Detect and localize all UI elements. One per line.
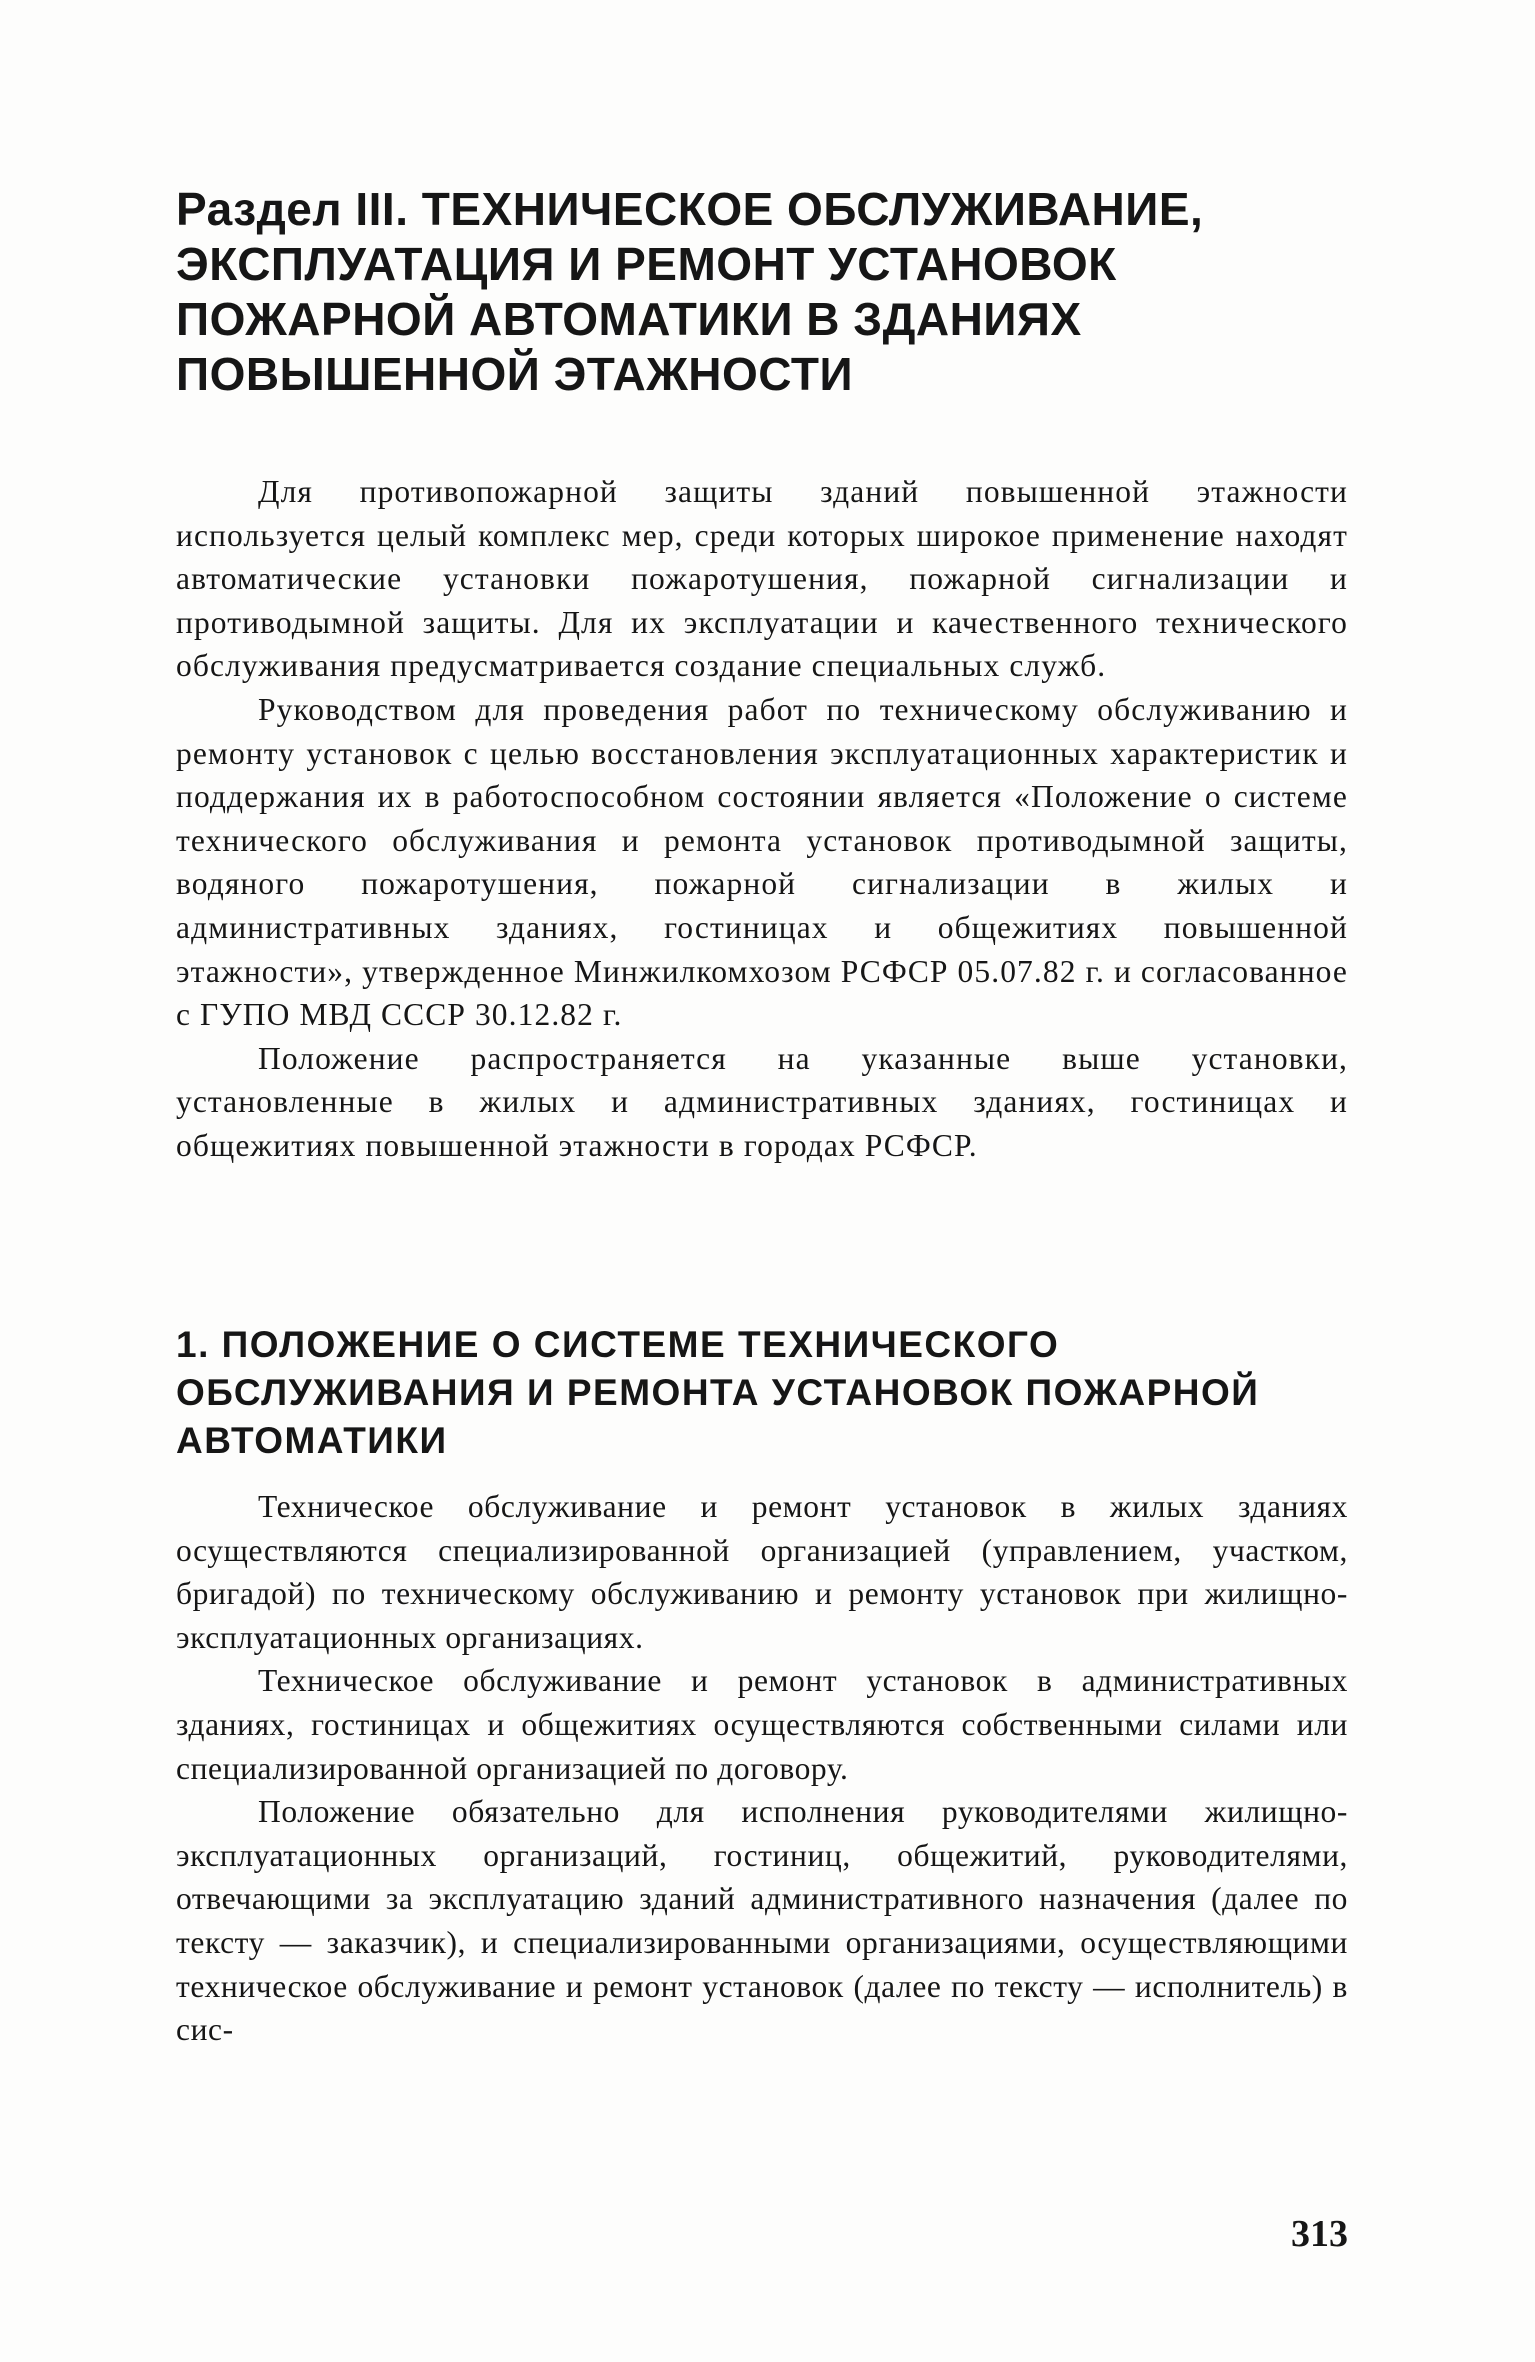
chapter-title: 1. ПОЛОЖЕНИЕ О СИСТЕМЕ ТЕХНИЧЕСКОГО ОБСЛУЖИВАНИЯ И РЕМОНТА УСТАНОВОК ПОЖАРНОЙ АВТОМАТИКИ — [176, 1324, 1260, 1461]
paragraph: Техническое обслуживание и ремонт установок в жилых зданиях осуществляются специализированной организацией (управлением, участком, бригадой) по техническому обслуживанию и ремонту установок при жилищно-эксплуатационных организациях. — [176, 1489, 1348, 1655]
paragraph: Положение распространяется на указанные выше установки, установленные в жилых и административных зданиях, гостиницах и общежитиях повышенной этажности в городах РСФСР. — [176, 1040, 1348, 1163]
paragraph: Руководством для проведения работ по техническому обслуживанию и ремонту установок с целью восстановления эксплуатационных характеристик и поддержания их в работоспособном состоянии является «Положение о системе технического обслуживания и ремонта установок противодымной защиты, водяного пожаротушения, пожарной сигнализации в жилых и административных зданиях, гостиницах и общежитиях повышенной этажности», утвержденное Минжилкомхозом РСФСР 05.07.82 г. и согласованное с ГУПО МВД СССР 30.12.82 г. — [176, 691, 1348, 1033]
section-title — [176, 182, 1356, 402]
section-title-text: III. ТЕХНИЧЕСКОЕ ОБСЛУЖИВАНИЕ, ЭКСПЛУАТАЦИЯ И РЕМОНТ УСТАНОВОК ПОЖАРНОЙ АВТОМАТИКИ В ЗДАНИЯХ ПОВЫШЕННОЙ ЭТАЖНОСТИ — [176, 183, 1204, 400]
page-number: 313 — [1291, 2213, 1348, 2255]
paragraph: Техническое обслуживание и ремонт установок в административных зданиях, гостиницах и общежитиях осуществляются собственными силами или специализированной организацией по договору. — [176, 1663, 1348, 1786]
section-title-lead: Раздел — [176, 183, 343, 235]
intro-text — [176, 470, 1348, 1168]
chapter-text — [176, 1485, 1348, 2052]
paragraph: Для противопожарной защиты зданий повышенной этажности используется целый комплекс мер, среди которых широкое применение находят автоматические установки пожаротушения, пожарной сигнализации и противодымной защиты. Для их эксплуатации и качественного технического обслуживания предусматривается создание специальных служб. — [176, 474, 1348, 684]
paragraph: Положение обязательно для исполнения руководителями жилищно-эксплуатационных организаций, гостиниц, общежитий, руководителями, отвечающими за эксплуатацию зданий административного назначения (далее по тексту — заказчик), и специализированными организациями, осуществляющими техническое обслуживание и ремонт установок (далее по тексту — исполнитель) в сис- — [176, 1794, 1348, 2048]
